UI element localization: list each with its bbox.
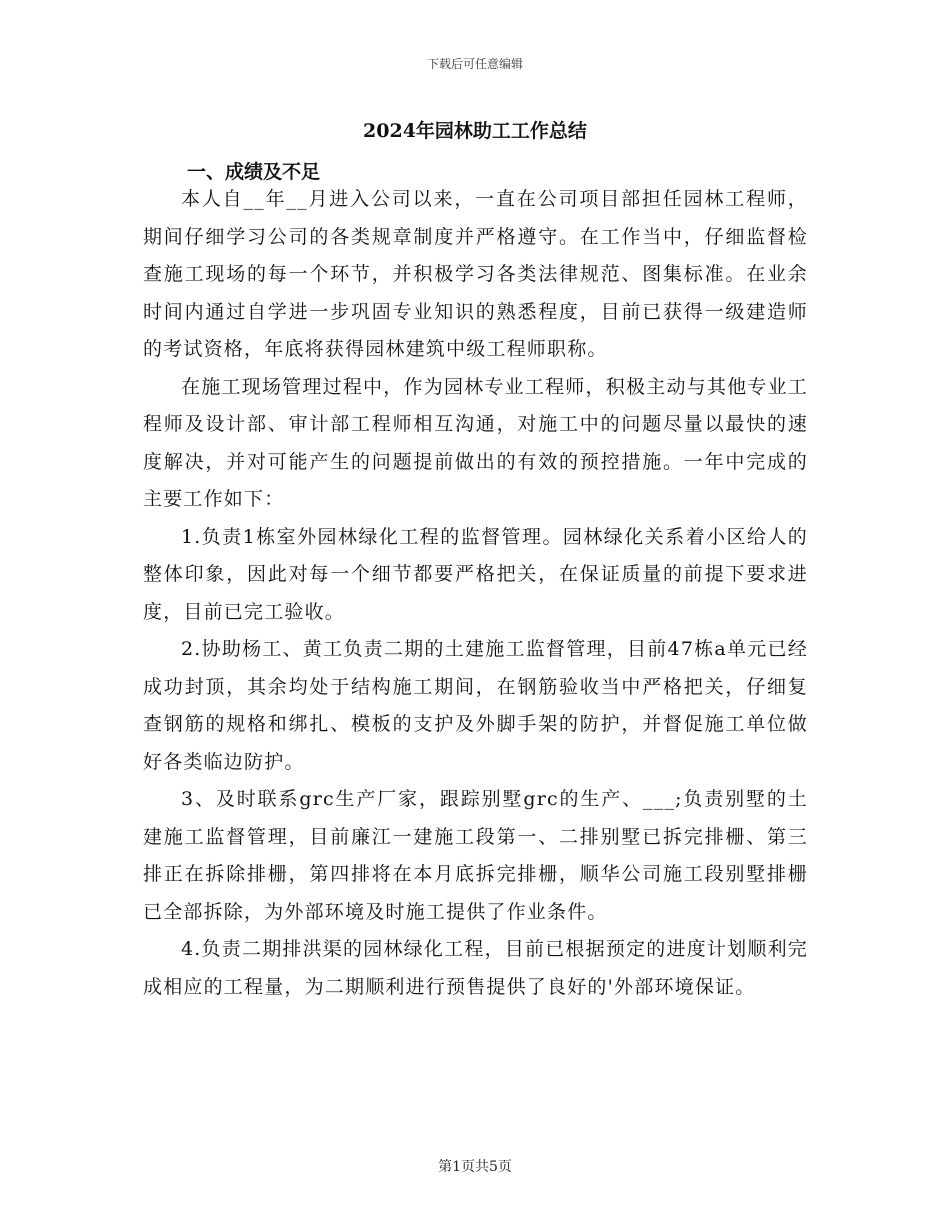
document-title: 2024年园林助工工作总结	[363, 120, 587, 142]
paragraph: 1.负责1栋室外园林绿化工程的监督管理。园林绿化关系着小区给人的整体印象，因此对每一个细节都要严格把关，在保证质量的前提下要求进度，目前已完工验收。	[143, 525, 808, 623]
paragraph: 2.协助杨工、黄工负责二期的土建施工监督管理，目前47栋a单元已经成功封顶，其余均处于结构施工期间，在钢筋验收当中严格把关，仔细复查钢筋的规格和绑扎、模板的支护及外脚手架的防护，并督促施工单位做好各类临边防护。	[143, 638, 808, 773]
section-heading: 一、成绩及不足	[187, 161, 321, 183]
header-note: 下载后可任意编辑	[426, 57, 523, 71]
page-indicator: 第1页共5页	[438, 1159, 512, 1175]
paragraph: 本人自__年__月进入公司以来，一直在公司项目部担任园林工程师，期间仔细学习公司的各类规章制度并严格遵守。在工作当中，仔细监督检查施工现场的每一个环节，并积极学习各类法律规范、图集标准。在业余时间内通过自学进一步巩固专业知识的熟悉程度，目前已获得一级建造师的考试资格，年底将获得园林建筑中级工程师职称。	[143, 188, 808, 360]
paragraph: 4.负责二期排洪渠的园林绿化工程，目前已根据预定的进度计划顺利完成相应的工程量，为二期顺利进行预售提供了良好的'外部环境保证。	[143, 938, 808, 998]
paragraph: 在施工现场管理过程中，作为园林专业工程师，积极主动与其他专业工程师及设计部、审计部工程师相互沟通，对施工中的问题尽量以最快的速度解决，并对可能产生的问题提前做出的有效的预控措施。一年中完成的主要工作如下：	[143, 375, 808, 510]
paragraph: 3、及时联系grc生产厂家，跟踪别墅grc的生产、___;负责别墅的土建施工监督管理，目前廉江一建施工段第一、二排别墅已拆完排栅、第三排正在拆除排栅，第四排将在本月底拆完排栅，顺华公司施工段别墅排栅已全部拆除，为外部环境及时施工提供了作业条件。	[143, 788, 808, 923]
document-body	[143, 181, 808, 1006]
